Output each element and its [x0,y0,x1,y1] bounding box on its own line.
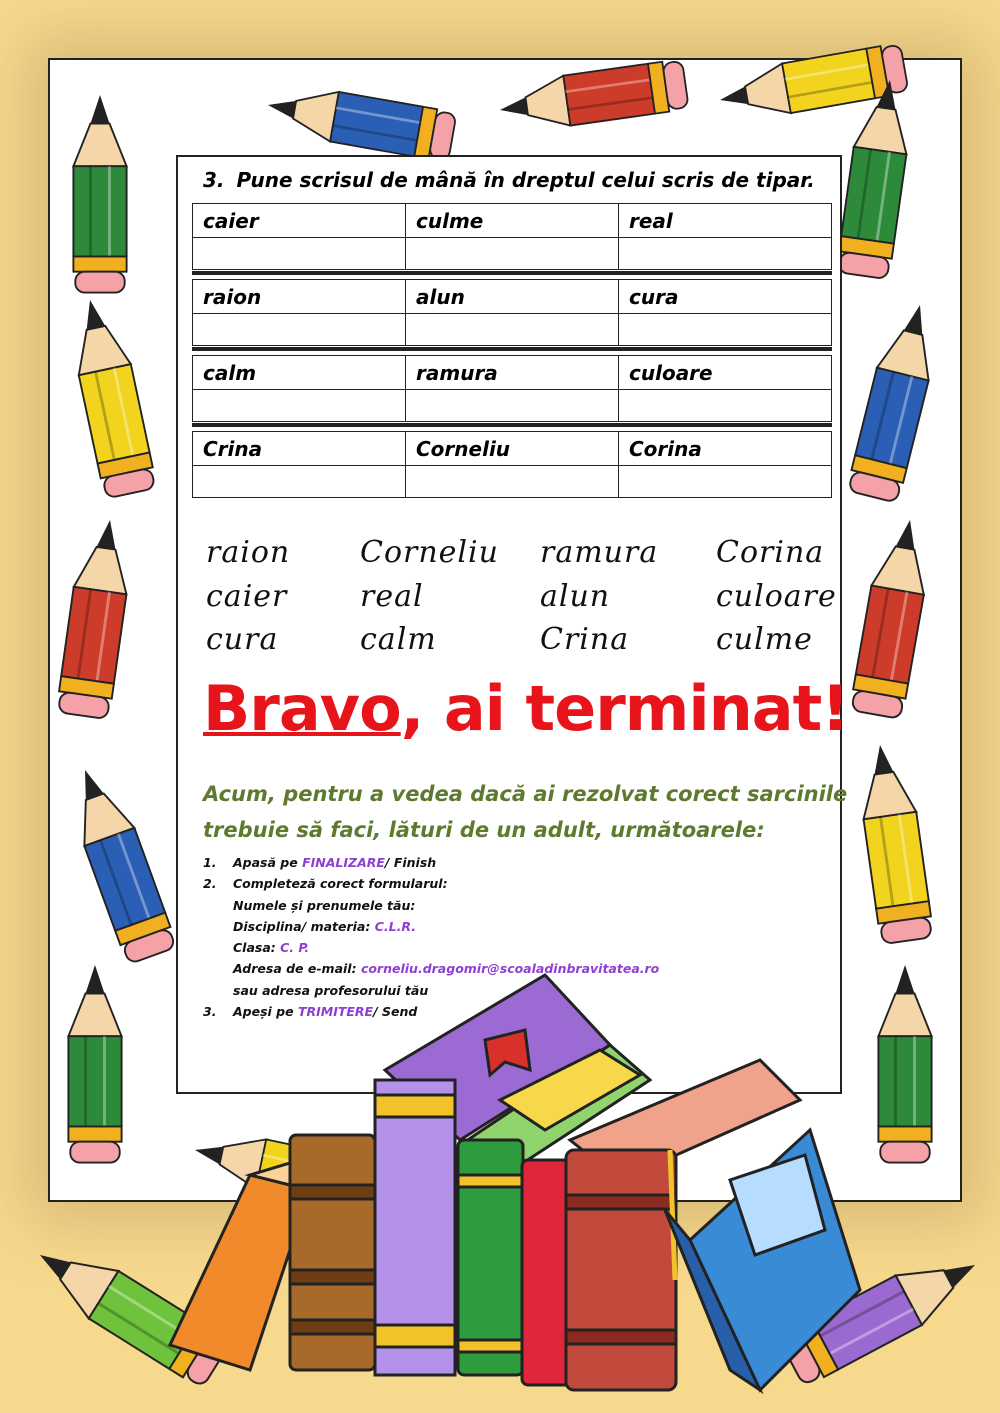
form-name-label: Numele și prenumele tău: [233,897,416,913]
form-subject: Disciplina/ materia: C.L.R. [233,918,416,934]
step-finalize: 1. Apasă pe FINALIZARE/ Finish [203,855,437,870]
print-word-cell: caier [193,204,406,238]
handwritten-word-tile[interactable]: calm [360,622,437,657]
send-link: TRIMITERE [297,1004,374,1020]
print-word-cell: ramura [406,356,619,390]
handwritten-word-tile[interactable]: alun [540,579,611,614]
print-word-cell: raion [193,280,406,314]
task-number: 3. [203,168,225,192]
print-word-cell: real [619,204,832,238]
print-word-cell: alun [406,280,619,314]
bravo-word: Bravo [203,672,401,745]
handwritten-word-tile[interactable]: Corneliu [360,535,499,570]
form-email-alt: sau adresa profesorului tău [233,982,429,998]
print-word-cell: culme [406,204,619,238]
finalize-link: FINALIZARE [302,855,385,870]
print-word-cell: cura [619,280,832,314]
handwritten-word-tile[interactable]: culoare [716,579,837,614]
dark-red-book [566,1150,676,1390]
print-word-cell: Corina [619,432,832,466]
print-word-cell: culoare [619,356,832,390]
step-form: 2. Completeză corect formularul: [203,876,448,892]
handwritten-word-tile[interactable]: Crina [540,622,630,657]
print-word-cell: calm [193,356,406,390]
email-address: corneliu.dragomir@scoaladinbravitatea.ro [360,961,660,977]
handwritten-word-tile[interactable]: raion [206,535,291,570]
handwritten-word-tile[interactable]: culme [716,622,813,657]
form-class: Clasa: C. P. [233,940,310,956]
print-word-cell: Crina [193,432,406,466]
message-line-2: trebuie să faci, lături de un adult, următoarele: [203,818,765,842]
form-email: Adresa de e-mail: corneliu.dragomir@scoaladinbravitatea.ro [233,961,660,977]
handwritten-word-tile[interactable]: ramura [540,535,659,570]
task-instruction: Pune scrisul de mână în dreptul celui scris de tipar. [236,168,815,192]
bravo-rest: , ai terminat! [400,672,849,745]
print-word-cell: Corneliu [406,432,619,466]
handwritten-word-tile[interactable]: Corina [716,535,825,570]
handwritten-word-tile[interactable]: caier [206,579,288,614]
step-send: 3. Apeși pe TRIMITERE/ Send [203,1004,418,1020]
handwritten-word-tile[interactable]: cura [206,622,279,657]
handwritten-word-tile[interactable]: real [360,579,424,614]
message-line-1: Acum, pentru a vedea dacă ai rezolvat corect sarcinile [203,782,848,806]
